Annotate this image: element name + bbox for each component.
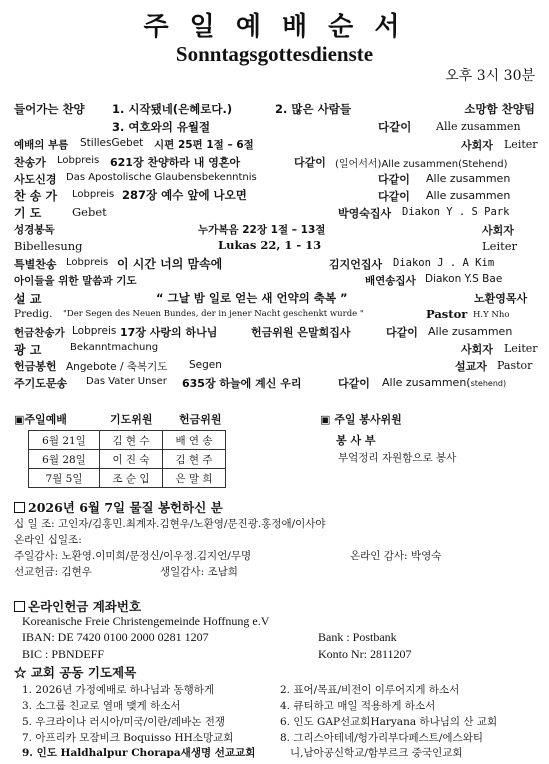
sermon-label: 설 교	[14, 292, 42, 306]
hymn-2-leader: 다같이	[378, 190, 410, 203]
lords-prayer-leader-de: Alle zusammen(stehend)	[382, 376, 507, 389]
opening-song-leader-de: Alle zusammen	[436, 120, 521, 133]
lords-prayer-leader: 다같이	[338, 377, 370, 390]
call-to-worship-leader: 사회자	[461, 139, 493, 152]
sermon-preacher-de: Pastor	[426, 307, 468, 321]
prayer-topic-item: 니,남아공신학교/함부르크 중국인교회	[290, 747, 463, 759]
hymn-1-leader-de: (일어서서)Alle zusammen(Stehend)	[335, 159, 508, 170]
gifts-birthday: 생일감사: 조남희	[160, 566, 238, 578]
sermon-label-de: Predig.	[14, 308, 53, 320]
lords-prayer-de: Das Vater Unser	[86, 376, 167, 387]
prayer-leader: 박영숙집사	[338, 207, 392, 220]
prayer-leader-de: Diakon Y . S Park	[402, 206, 510, 218]
duty-date: 7월 5일	[29, 469, 100, 488]
prayer-topic-item: 3. 소그룹 친교로 열매 맺게 하소서	[22, 700, 181, 712]
prayer-topic-item: 4. 큐티하고 매일 적용하게 하소서	[280, 700, 436, 712]
offering-hymn-de: Lobpreis	[72, 325, 117, 337]
gifts-online-thanks: 온라인 감사: 박영숙	[350, 550, 442, 562]
duty-row	[29, 431, 226, 450]
offering-hymn-title: 17장 사랑의 하나님	[120, 326, 218, 339]
announcements-de: Bekanntmachung	[70, 342, 159, 353]
prayer-topic-item: 8. 그리스아테네/헝가리부다페스트/에스와티	[280, 732, 484, 744]
bank-bic: BIC : PBNDEFF	[22, 647, 105, 661]
prayer-topic-item: 5. 우크라이나 러시아/미국/이란/레바논 전쟁	[22, 716, 226, 728]
duty-table	[28, 430, 226, 488]
duty-row	[29, 469, 226, 488]
offering-leader: 설교자	[455, 360, 487, 373]
duty-row	[29, 450, 226, 469]
opening-song-3: 3. 여호와의 유월절	[112, 120, 211, 134]
duty-offering: 김 현 주	[163, 450, 226, 469]
duty-date: 6월 28일	[29, 450, 100, 469]
duty-prayer: 조 순 입	[100, 469, 163, 488]
special-hymn-label: 특별찬송	[14, 258, 57, 271]
scripture-ref-de: Lukas 22, 1 - 13	[218, 238, 322, 252]
sermon-title-de: "Der Segen des Neuen Bundes, der in jener Nacht geschenkt wurde "	[63, 309, 364, 319]
service-committee-heading: ▣ 주일 봉사위원	[320, 413, 402, 426]
scripture-leader: 사회자	[482, 224, 514, 237]
call-to-worship-label: 예배의 부름	[14, 139, 69, 151]
hymn-1-label: 찬송가	[14, 156, 46, 169]
special-hymn-singer: 김지언집사	[329, 258, 383, 271]
duty-col-prayer: 기도위원	[110, 413, 153, 426]
call-to-worship-leader-de: Leiter	[504, 138, 538, 151]
prayer-de: Gebet	[72, 205, 107, 219]
duty-offering: 은 말 희	[163, 469, 226, 488]
duty-offering: 배 연 송	[163, 431, 226, 450]
offering-label: 헌금봉헌	[14, 360, 57, 373]
opening-song-team: 소망함 찬양팀	[464, 102, 535, 116]
hymn-2-title: 287장 예수 앞에 나오면	[122, 188, 247, 202]
special-hymn-title: 이 시간 너의 맘속에	[117, 257, 223, 271]
announcements-leader-de: Leiter	[504, 342, 538, 355]
offering-hymn-leader-de: Alle zusammen	[428, 325, 513, 338]
opening-song-label: 들어가는 찬양	[14, 102, 85, 116]
scripture-label: 성경봉독	[14, 224, 55, 236]
call-to-worship-text: 시편 25편 1절 – 6절	[154, 139, 254, 151]
creed-label: 사도신경	[14, 173, 57, 186]
prayer-label: 기 도	[14, 206, 42, 220]
prayer-topic-item: 2. 표어/목표/비전이 이루어지게 하소서	[280, 684, 460, 696]
gifts-tithe: 십 일 조: 고인자/김홍민.최계자.김현우/노환영/문진광.홍정애/이사야	[14, 518, 326, 530]
gifts-thanks: 주일감사: 노환영.이미희/문정신/이우정.김지언/무명	[14, 550, 252, 562]
bank-heading: 온라인헌금 계좌번호	[14, 597, 141, 615]
duty-prayer: 이 진 숙	[100, 450, 163, 469]
announcements-leader: 사회자	[461, 343, 493, 356]
special-hymn-singer-de: Diakon J . A Kim	[393, 257, 495, 269]
sermon-title: “ 그날 밤 일로 얻는 새 언약의 축복 ”	[156, 291, 348, 305]
hymn-2-leader-de: Alle zusammen	[426, 189, 511, 202]
service-time: 오후 3시 30분	[445, 68, 535, 84]
children-message-leader: 배연송집사	[365, 275, 416, 287]
offering-hymn-leader: 다같이	[386, 326, 418, 339]
announcements-label: 광 고	[14, 343, 42, 357]
creed-leader-de: Alle zusammen	[426, 172, 511, 185]
square-icon	[14, 601, 25, 612]
lords-prayer-hymn: 635장 하늘에 계신 우리	[182, 377, 302, 390]
title-korean: 주 일 예 배 순 서	[143, 12, 406, 42]
benediction-de: Segen	[189, 359, 222, 371]
gifts-online-tithe: 온라인 십일조:	[14, 534, 82, 546]
duty-col-offering: 헌금위원	[179, 413, 222, 426]
hymn-2-label: 찬 송 가	[14, 189, 58, 203]
gifts-heading: 2026년 6월 7일 물질 봉헌하신 분	[14, 498, 223, 516]
scripture-leader-de: Leiter	[482, 239, 518, 253]
special-hymn-de: Lobpreis	[66, 257, 109, 268]
sermon-preacher: 노환영목사	[474, 292, 528, 305]
sermon-preacher-name: H.Y Nho	[473, 310, 510, 320]
call-to-worship-de: StillesGebet	[80, 137, 144, 149]
offering-de: Angebote / 축복기도	[66, 361, 168, 373]
bank-konto: Konto Nr: 2811207	[318, 647, 412, 661]
creed-leader: 다같이	[378, 173, 410, 186]
scripture-ref: 누가복음 22장 1절 – 13절	[198, 224, 326, 236]
opening-song-2: 2. 많은 사람들	[275, 102, 351, 116]
prayer-topic-item: 9. 인도 Haldhalpur Chorapa새생명 선교교회	[22, 747, 256, 759]
hymn-2-de: Lobpreis	[72, 189, 115, 200]
bank-account-name: Koreanische Freie Christengemeinde Hoffnung e.V	[22, 614, 270, 628]
prayer-topic-item: 6. 인도 GAP선교회Haryana 하나님의 산 교회	[280, 716, 498, 728]
prayer-topic-item: 1. 2026년 가정예배로 하나님과 동행하게	[22, 684, 215, 696]
square-icon	[14, 502, 25, 513]
bank-name: Bank : Postbank	[318, 630, 397, 644]
hymn-1-leader: 다같이	[294, 156, 326, 169]
children-message-leader-de: Diakon Y.S Bae	[425, 273, 503, 285]
creed-de: Das Apostolische Glaubensbekenntnis	[66, 172, 257, 183]
title-german: Sonntagsgottesdienste	[175, 42, 374, 66]
offering-leader-de: Pastor	[497, 359, 533, 372]
hymn-1-title: 621장 찬양하라 내 영혼아	[110, 156, 241, 169]
duty-heading: ▣주일예배	[14, 413, 67, 426]
bank-iban: IBAN: DE 7420 0100 2000 0281 1207	[22, 630, 209, 644]
opening-song-leader: 다같이	[378, 120, 412, 134]
offering-hymn-committee: 헌금위원 은말희집사	[251, 326, 351, 339]
lords-prayer-label: 주기도문송	[14, 377, 68, 390]
prayer-topic-item: 7. 아프리카 모잠비크 Boquisso HH소망교회	[22, 732, 234, 744]
duty-date: 6월 21일	[29, 431, 100, 450]
scripture-label-de: Bibellesung	[14, 239, 83, 253]
offering-hymn-label: 헌금찬송가	[14, 327, 65, 339]
service-committee-sub: 봉 사 부	[336, 434, 376, 447]
hymn-1-de: Lobpreis	[57, 155, 100, 166]
prayer-topics-heading: ☆ 교회 공동 기도제목	[14, 665, 137, 680]
service-committee-text: 부엌정리 자원함으로 봉사	[338, 452, 457, 464]
duty-prayer: 김 현 수	[100, 431, 163, 450]
children-message-label: 아이들을 위한 말씀과 기도	[14, 275, 137, 287]
gifts-mission: 선교헌금: 김현우	[14, 566, 92, 578]
opening-song-1: 1. 시작됐네(은혜로다.)	[112, 102, 233, 116]
